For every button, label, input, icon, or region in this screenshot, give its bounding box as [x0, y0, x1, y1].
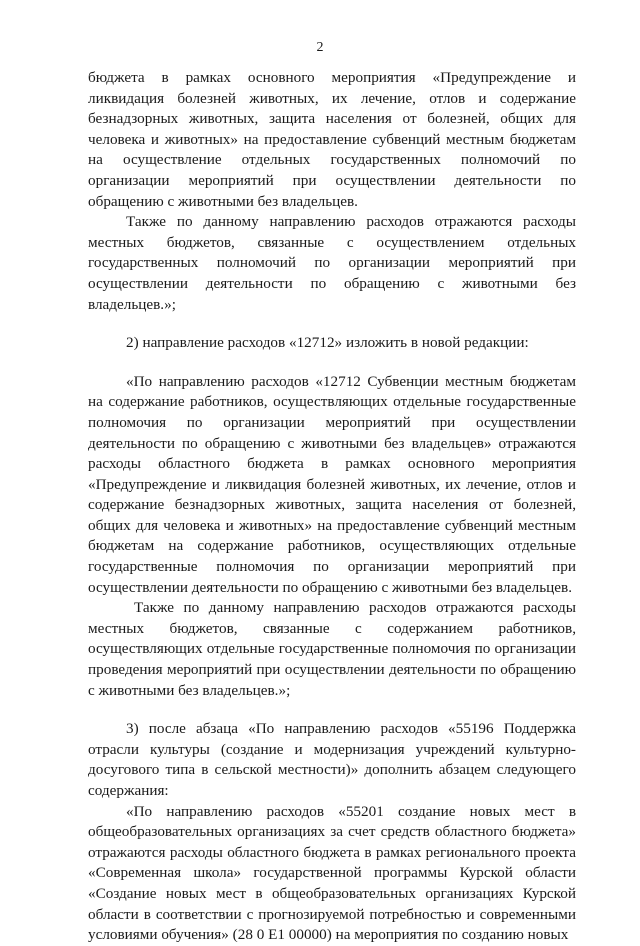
- paragraph-12712-subventions: «По направлению расходов «12712 Субвенции местным бюджетам на содержание работников, осуществляющих отдельные государственные полномочия по организации мероприятий при осуществлении деятельности по обращению с животными без владельцев» отражаются расходы областного бюджета в рамках основного мероприятия «Предупреждение и ликвидация болезней животных, их лечение, отлов и содержание безнадзорных животных, защита населения от болезней, общих для человека и животных» на предоставление субвенций местным бюджетам на содержание работников, осуществляющих отдельные государственные полномочия по организации мероприятий при осуществлении деятельности по обращению с животными без владельцев.: [88, 372, 576, 596]
- paragraph-continuation: бюджета в рамках основного мероприятия «Предупреждение и ликвидация болезней животных, их лечение, отлов и содержание безнадзорных животных, защита населения от болезней, общих для человека и животных» на предоставление субвенций местным бюджетам на осуществление отдельных государственных полномочий по организации мероприятий при осуществлении деятельности по обращению с животными без владельцев.: [88, 69, 576, 210]
- paragraph-item-3: 3) после абзаца «По направлению расходов «55196 Поддержка отрасли культуры (создание и модернизация учреждений культурно-досугового типа в сельской местности)» дополнить абзацем следующего содержания:: [88, 720, 576, 799]
- paragraph-local-budgets-expenses: Также по данному направлению расходов отражаются расходы местных бюджетов, связанные с осуществлением отдельных государственных полномочий по организации мероприятий при осуществлении деятельности по обращению с животными без владельцев.»;: [88, 213, 576, 313]
- paragraph-12712-local-expenses: Также по данному направлению расходов отражаются расходы местных бюджетов, связанные с содержанием работников, осуществляющих отдельные государственные полномочия по организации проведения мероприятий при осуществлении деятельности по обращению с животными без владельцев.»;: [88, 599, 576, 699]
- paragraph-55201-new-places: «По направлению расходов «55201 создание новых мест в общеобразовательных организациях за счет средств областного бюджета» отражаются расходы областного бюджета в рамках регионального проекта «Современная школа» государственной программы Курской области «Создание новых мест в общеобразовательных организациях Курской области в соответствии с прогнозируемой потребностью и современными условиями обучения» (28 0 Е1 00000) на мероприятия по созданию новых: [88, 802, 576, 944]
- document-body: [88, 68, 576, 946]
- page-number: 2: [316, 40, 324, 55]
- paragraph-item-2: 2) направление расходов «12712» изложить в новой редакции:: [126, 334, 529, 352]
